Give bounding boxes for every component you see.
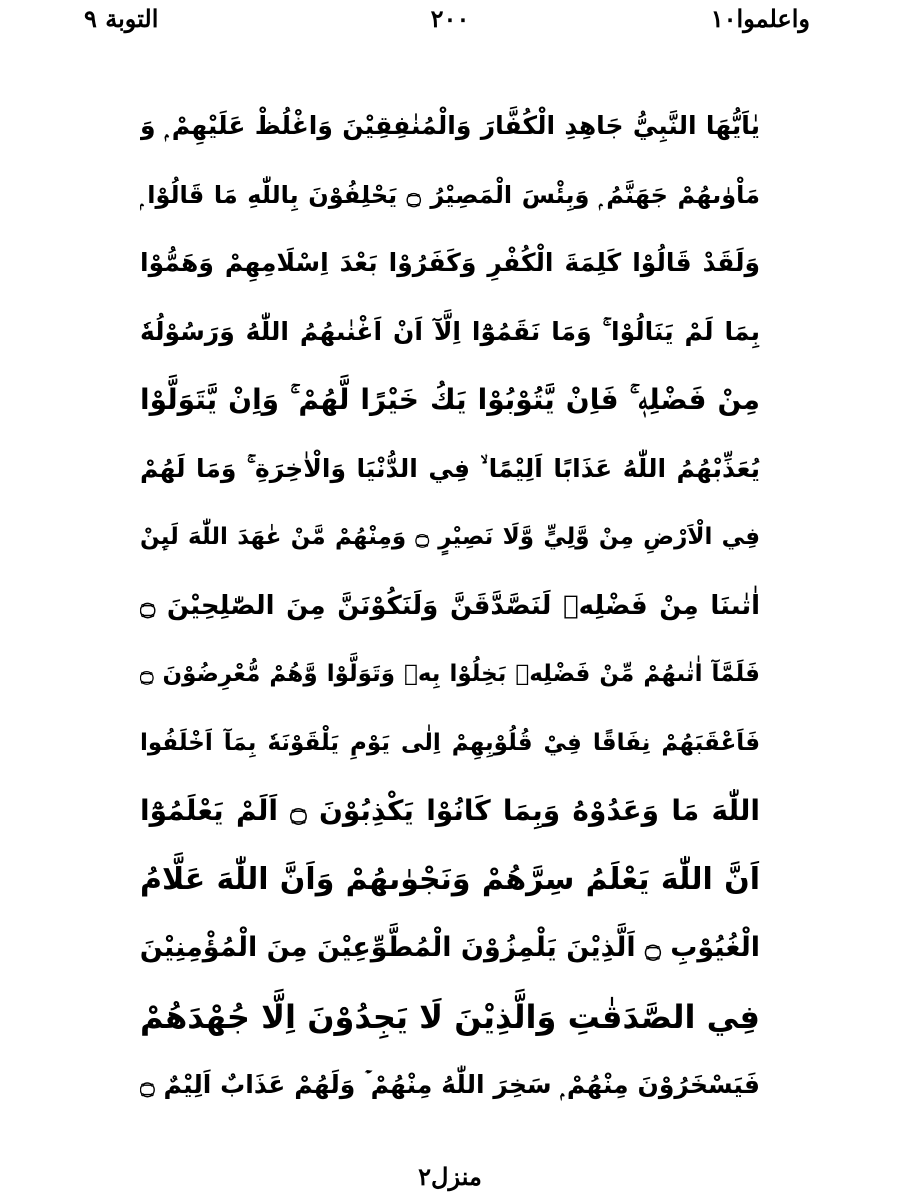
text-line: يٰاَيُّهَا النَّبِيُّ جَاهِدِ الْكُفَّارَ وَالْمُنٰفِقِيْنَ وَاغْلُظْ عَلَيْهِمْ ۭ وَ (140, 111, 760, 140)
text-line: فَلَمَّآ اٰتٰىهُمْ مِّنْ فَضْلِهٖ بَخِلُوْا بِهٖ وَتَوَلَّوْا وَّهُمْ مُّعْرِضُوْنَ ۝ (140, 661, 760, 687)
juz-name: واعلموا١٠ (710, 4, 810, 33)
text-line: الْغُيُوْبِ ۝ اَلَّذِيْنَ يَلْمِزُوْنَ الْمُطَّوِّعِيْنَ مِنَ الْمُؤْمِنِيْنَ (140, 932, 760, 963)
text-line: فَاَعْقَبَهُمْ نِفَاقًا فِيْ قُلُوْبِهِمْ اِلٰى يَوْمِ يَلْقَوْنَهٗ بِمَآ اَخْلَفُوا (140, 729, 760, 756)
manzil-footer: منزل٢ (418, 1162, 482, 1191)
text-line: فَيَسْخَرُوْنَ مِنْهُمْ ۭ سَخِرَ اللّٰهُ مِنْهُمْ ۡ وَلَهُمْ عَذَابٌ اَلِيْمٌ ۝ (140, 1070, 760, 1099)
text-line: مَاْوٰىهُمْ جَهَنَّمُ ۭ وَبِئْسَ الْمَصِيْرُ ۝ يَحْلِفُوْنَ بِاللّٰهِ مَا قَالُوْا ۭ (140, 180, 760, 209)
surah-name: التوبة ٩ (84, 4, 159, 33)
text-line: وَلَقَدْ قَالُوْا كَلِمَةَ الْكُفْرِ وَكَفَرُوْا بَعْدَ اِسْلَامِهِمْ وَهَمُّوْا (140, 248, 760, 277)
text-line: مِنْ فَضْلِهٖ ۚ فَاِنْ يَّتُوْبُوْا يَكُ خَيْرًا لَّهُمْ ۚ وَاِنْ يَّتَوَلَّوْا (140, 383, 760, 416)
text-line: اللّٰهَ مَا وَعَدُوْهُ وَبِمَا كَانُوْا يَكْذِبُوْنَ ۝ اَلَمْ يَعْلَمُوْٓا (140, 794, 760, 827)
text-line: بِمَا لَمْ يَنَالُوْا ۚ وَمَا نَقَمُوْٓا اِلَّآ اَنْ اَغْنٰىهُمُ اللّٰهُ وَرَسُوْلُهٗ (140, 316, 760, 346)
page-number: ٢٠٠ (430, 4, 470, 33)
text-line: فِي الصَّدَقٰتِ وَالَّذِيْنَ لَا يَجِدُوْنَ اِلَّا جُهْدَهُمْ (140, 997, 760, 1036)
page-header (0, 0, 900, 40)
text-line: اٰتٰىنَا مِنْ فَضْلِهٖ لَنَصَّدَّقَنَّ وَلَنَكُوْنَنَّ مِنَ الصّٰلِحِيْنَ ۝ (140, 590, 760, 621)
text-line: اَنَّ اللّٰهَ يَعْلَمُ سِرَّهُمْ وَنَجْوٰىهُمْ وَاَنَّ اللّٰهَ عَلَّامُ (140, 861, 760, 897)
quran-text-block (140, 92, 760, 1120)
text-line: فِي الْاَرْضِ مِنْ وَّلِيٍّ وَّلَا نَصِيْرٍ ۝ وَمِنْهُمْ مَّنْ عٰهَدَ اللّٰهَ لَىِٕنْ (140, 524, 760, 550)
text-line: يُعَذِّبْهُمُ اللّٰهُ عَذَابًا اَلِيْمًا ۙ فِي الدُّنْيَا وَالْاٰخِرَةِ ۚ وَمَا لَهُمْ (140, 453, 760, 483)
